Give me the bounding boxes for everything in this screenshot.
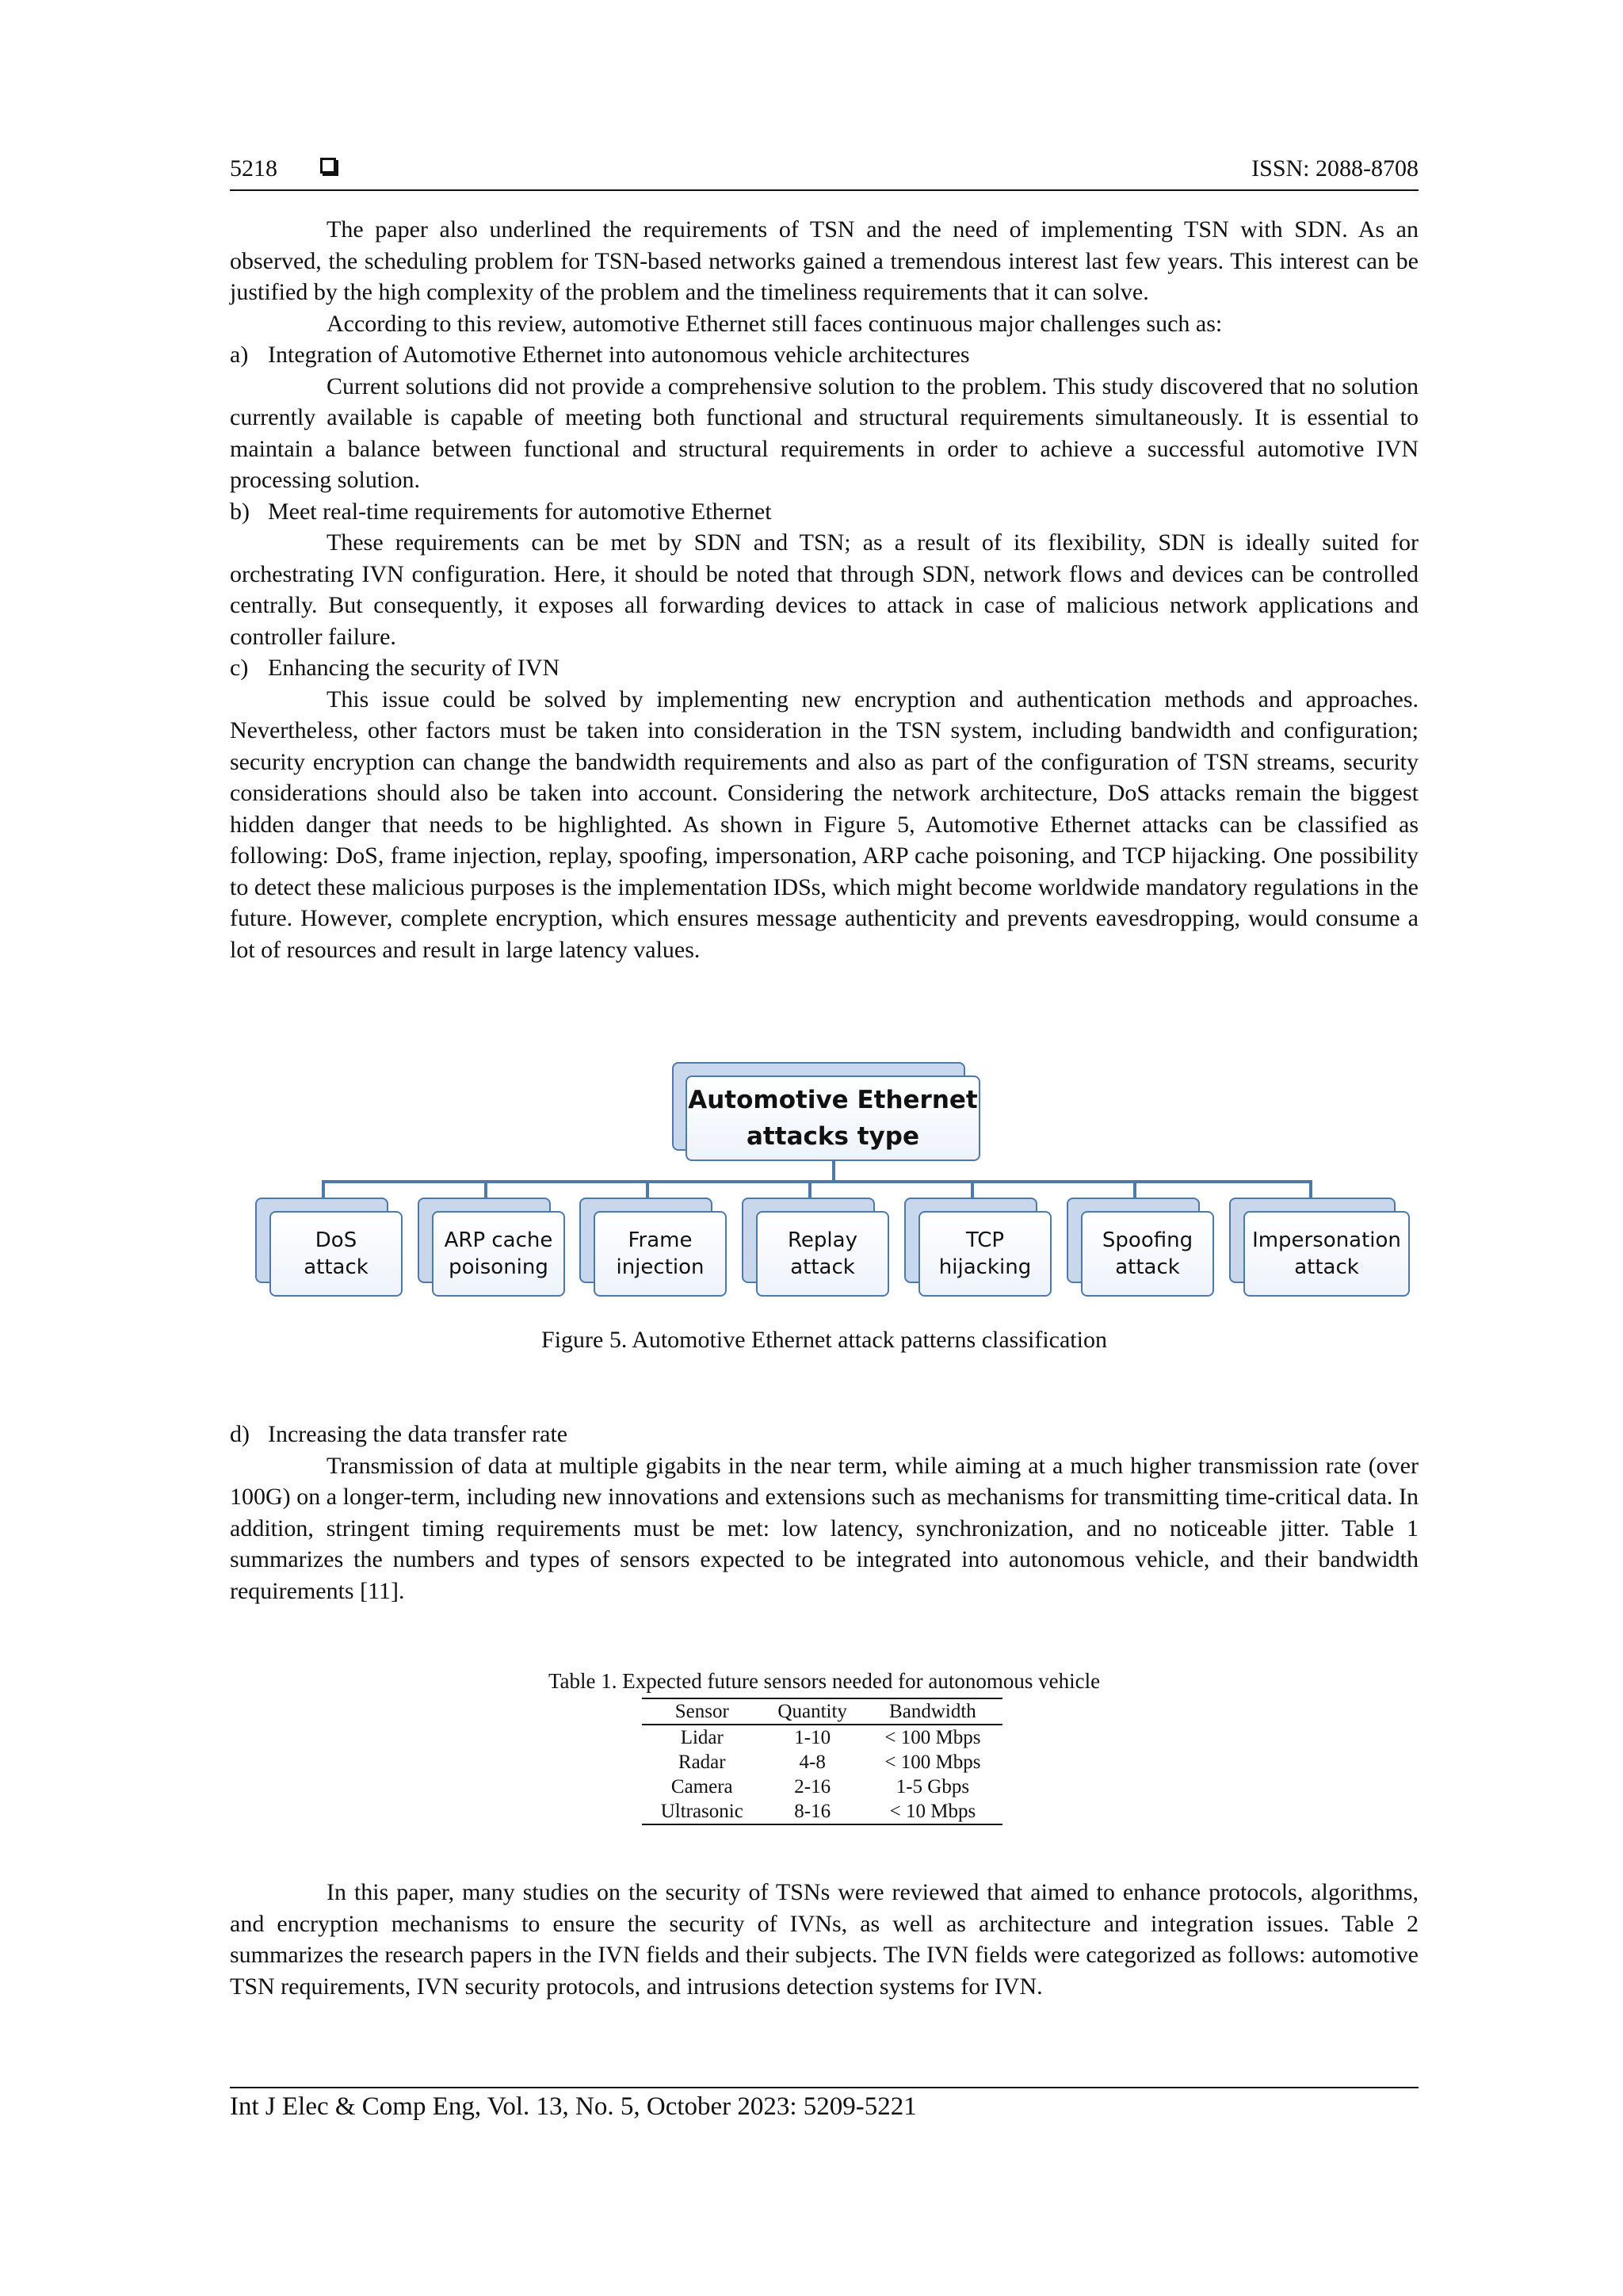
paragraph: Current solutions did not provide a comprehensive solution to the problem. This study discovered that no solution currently available is capable of meeting both functional and structural requirements simultaneously. It is essential to maintain a balance between functional and structural requirements in order to achieve a successful automotive IVN processing solution. (230, 372, 1419, 493)
table-row (642, 1775, 1002, 1799)
connector-drop (971, 1180, 974, 1198)
table-row (642, 1750, 1002, 1775)
list-item (230, 496, 1419, 528)
list-item (230, 339, 1419, 371)
leaf-node-impersonation (1243, 1211, 1410, 1297)
checkbox-glyph-icon (320, 158, 336, 174)
paragraph: These requirements can be met by SDN and TSN; as a result of its flexibility, SDN is ideally suited for orchestrating IVN configuration. Here, it should be noted that through SDN, network flows and devices can be controlled centrally. But consequently, it exposes all forwarding devices to attack in case of malicious network applications and controller failure. (230, 529, 1419, 650)
list-text: Meet real-time requirements for automotive Ethernet (268, 498, 772, 525)
body-section-bottom (230, 1877, 1419, 2002)
column-header: Quantity (777, 1701, 847, 1722)
leaf-line1: Frame (628, 1228, 693, 1252)
list-text: Integration of Automotive Ethernet into autonomous vehicle architectures (268, 342, 970, 368)
footer-rule (230, 2087, 1419, 2088)
table-cell: < 100 Mbps (884, 1727, 981, 1748)
list-label: a) (230, 342, 249, 368)
root-node-line1: Automotive Ethernet (688, 1086, 978, 1114)
list-item (230, 1419, 1419, 1450)
table-cell: 1-5 Gbps (896, 1776, 970, 1797)
leaf-node-spoofing (1081, 1211, 1214, 1297)
column-header: Bandwidth (889, 1701, 976, 1722)
leaf-node-tcp (918, 1211, 1052, 1297)
connector-drop (1133, 1180, 1136, 1198)
attack-classification-diagram (238, 1062, 1411, 1316)
leaf-line1: DoS (315, 1228, 357, 1252)
paragraph: According to this review, automotive Ethernet still faces continuous major challenges such as: (327, 310, 1223, 337)
leaf-node-dos (269, 1211, 403, 1297)
paragraph: This issue could be solved by implementing new encryption and authentication methods and approaches. Nevertheless, other factors must be taken into consideration in the TSN system, including bandwidth and configuration; security encryption can change the bandwidth requirements and also as part of the configuration of TSN streams, security considerations should also be taken into account. Considering the network architecture, DoS attacks remain the biggest hidden danger that needs to be highlighted. As shown in Figure 5, Automotive Ethernet attacks can be classified as following: DoS, frame injection, replay, spoofing, impersonation, ARP cache poisoning, and TCP hijacking. One possibility to detect these malicious purposes is the implementation IDSs, which might become worldwide mandatory regulations in the future. However, complete encryption, which ensures message authenticity and prevents eavesdropping, would consume a lot of resources and result in large latency values. (230, 686, 1419, 963)
root-node (685, 1075, 980, 1161)
leaf-line1: Replay (788, 1228, 857, 1252)
list-label: c) (230, 655, 249, 681)
table-cell: Lidar (680, 1727, 724, 1748)
connector-bar (322, 1180, 1312, 1183)
connector-drop (484, 1180, 487, 1198)
paragraph: The paper also underlined the requirements of TSN and the need of implementing TSN with SDN. As an observed, the scheduling problem for TSN-based networks gained a tremendous interest last few years. This interest can be justified by the high complexity of the problem and the timeliness requirements that it can solve. (230, 216, 1419, 305)
table-cell: < 100 Mbps (884, 1752, 981, 1773)
list-text: Enhancing the security of IVN (268, 655, 560, 681)
leaf-line2: attack (790, 1255, 855, 1279)
connector-drop (646, 1180, 649, 1198)
table-cell: Camera (670, 1776, 733, 1797)
figure-caption: Figure 5. Automotive Ethernet attack patterns classification (541, 1327, 1107, 1353)
table-header-row (642, 1698, 1002, 1725)
list-label: b) (230, 498, 250, 525)
paragraph: In this paper, many studies on the security of TSNs were reviewed that aimed to enhance protocols, algorithms, and encryption mechanisms to ensure the security of IVNs, as well as architecture and integration issues. Table 2 summarizes the research papers in the IVN fields and their subjects. The IVN fields were categorized as follows: automotive TSN requirements, IVN security protocols, and intrusions detection systems for IVN. (230, 1879, 1419, 2000)
issn-header: ISSN: 2088-8708 (1251, 155, 1419, 181)
connector-drop (322, 1180, 325, 1198)
leaf-line2: injection (616, 1255, 705, 1279)
table-cell: 1-10 (794, 1727, 831, 1748)
connector-drop (1309, 1180, 1312, 1198)
leaf-line2: hijacking (938, 1255, 1032, 1279)
body-section-mid (230, 1419, 1419, 1606)
leaf-node-arp (432, 1211, 565, 1297)
table-caption: Table 1. Expected future sensors needed for autonomous vehicle (548, 1669, 1101, 1693)
table-cell: Radar (678, 1752, 726, 1773)
column-header: Sensor (674, 1701, 729, 1722)
leaf-line1: ARP cache (444, 1228, 553, 1252)
list-item (230, 652, 1419, 684)
leaf-line2: attack (304, 1255, 369, 1279)
table-cell: 2-16 (794, 1776, 831, 1797)
body-section-top (230, 214, 1419, 965)
table-cell: < 10 Mbps (889, 1801, 976, 1822)
list-text: Increasing the data transfer rate (268, 1421, 568, 1447)
root-node-line2: attacks type (747, 1122, 919, 1151)
connector-drop (808, 1180, 812, 1198)
footer-citation: Int J Elec & Comp Eng, Vol. 13, No. 5, October 2023: 5209-5221 (230, 2092, 917, 2121)
leaf-line2: attack (1294, 1255, 1359, 1279)
leaf-line1: Spoofing (1102, 1228, 1193, 1252)
header-rule (230, 189, 1419, 191)
table-row (642, 1799, 1002, 1824)
table-row (642, 1725, 1002, 1750)
leaf-node-frame (594, 1211, 727, 1297)
leaf-line1: Impersonation (1252, 1228, 1401, 1252)
list-label: d) (230, 1421, 250, 1447)
leaf-line2: poisoning (449, 1255, 548, 1279)
leaf-node-replay (756, 1211, 889, 1297)
leaf-line1: TCP (965, 1228, 1005, 1252)
leaf-line2: attack (1115, 1255, 1180, 1279)
table-cell: Ultrasonic (660, 1801, 743, 1822)
paragraph: Transmission of data at multiple gigabits in the near term, while aiming at a much higher transmission rate (over 100G) on a longer-term, including new innovations and extensions such as mechanisms for transmitting time-critical data. In addition, stringent timing requirements must be met: low latency, synchronization, and no noticeable jitter. Table 1 summarizes the numbers and types of sensors expected to be integrated into autonomous vehicle, and their bandwidth requirements [11]. (230, 1452, 1419, 1604)
page-number: 5218 (230, 155, 277, 181)
connector-trunk (832, 1161, 835, 1182)
table-cell: 8-16 (794, 1801, 831, 1822)
sensor-table (642, 1698, 1002, 1825)
table-cell: 4-8 (799, 1752, 826, 1773)
